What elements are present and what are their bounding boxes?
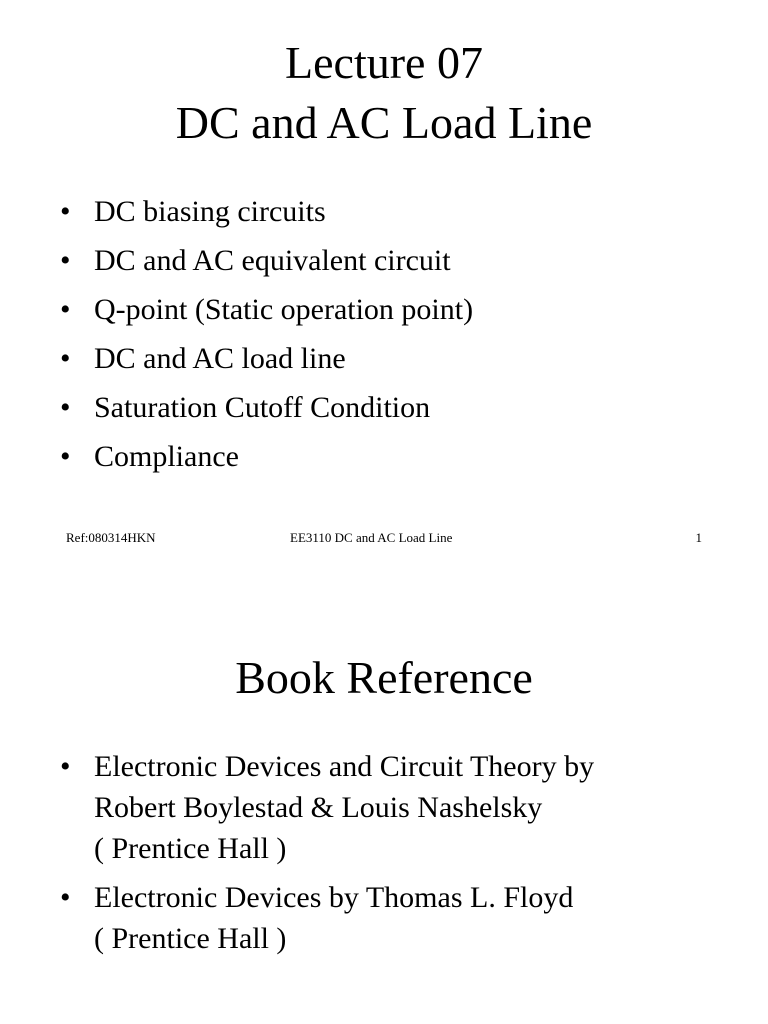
book-publisher-line: ( Prentice Hall ) [94,922,287,955]
title-text: Book Reference [235,652,533,703]
footer-course-title: EE3110 DC and AC Load Line [290,530,453,545]
list-item-text: DC and AC equivalent circuit [94,244,451,277]
list-item [60,236,710,285]
bullet-icon: • [60,244,71,277]
list-item-text: Compliance [94,440,239,473]
list-item [60,285,710,334]
list-item-text: DC and AC load line [94,342,346,375]
slide-book-reference [0,560,768,1024]
slide-footer [0,530,768,548]
list-item-text: DC biasing circuits [94,195,326,228]
list-item-text: Saturation Cutoff Condition [94,391,431,424]
list-item [60,334,710,383]
book-list [60,746,710,967]
book-title-line: Electronic Devices and Circuit Theory by [94,750,595,783]
title-line-2: DC and AC Load Line [175,97,593,148]
list-item [60,877,710,959]
bullet-icon: • [60,342,71,375]
bullet-icon: • [60,293,71,326]
bullet-icon: • [60,750,71,783]
bullet-icon: • [60,881,71,914]
book-title-line: Electronic Devices by Thomas L. Floyd [94,881,574,914]
footer-reference: Ref:080314HKN [66,530,156,545]
topic-list [60,187,710,481]
list-item [60,432,710,481]
title-line-1: Lecture 07 [285,37,483,88]
bullet-icon: • [60,391,71,424]
bullet-icon: • [60,440,71,473]
footer-page-number: 1 [695,530,702,545]
book-publisher-line: ( Prentice Hall ) [94,832,287,865]
bullet-icon: • [60,195,71,228]
list-item [60,746,710,869]
book-authors-line: Robert Boylestad & Louis Nashelsky [94,791,543,824]
slide-title [0,33,768,153]
list-item-text: Q-point (Static operation point) [94,293,474,326]
list-item [60,187,710,236]
list-item [60,383,710,432]
slide-title [0,648,768,708]
